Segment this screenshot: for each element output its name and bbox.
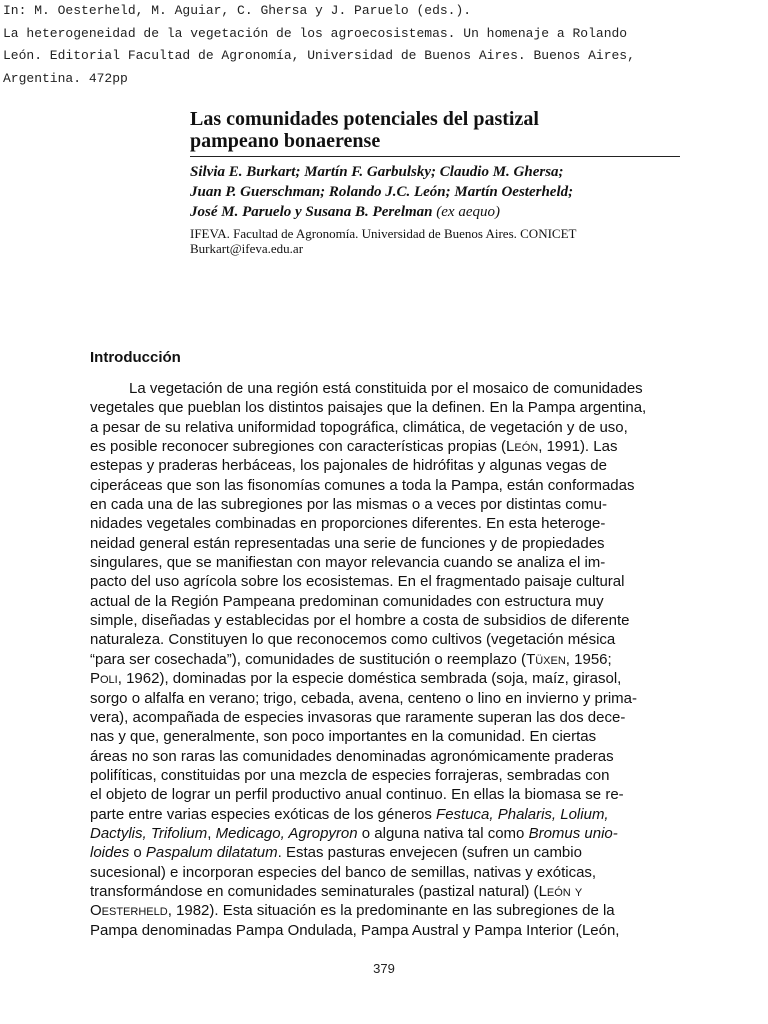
text-segment: “para ser cosechada”), comunidades de sustitución o reemplazo ( xyxy=(90,650,527,668)
text-line xyxy=(90,747,680,766)
text-line xyxy=(90,437,680,456)
citation-line: León. Editorial Facultad de Agronomía, Universidad de Buenos Aires. Buenos Aires, xyxy=(3,48,635,63)
text-segment: pacto del uso agrícola sobre los ecosistemas. En el fragmentado paisaje cultural xyxy=(90,573,625,591)
text-segment xyxy=(90,669,621,688)
text-line xyxy=(90,901,680,920)
taxon-names: Dactylis, Trifolium xyxy=(90,824,208,842)
author-line xyxy=(190,202,680,222)
page-number: 379 xyxy=(373,961,395,976)
text-line xyxy=(90,379,680,398)
text-segment: es posible reconocer subregiones con características propias ( xyxy=(90,438,507,456)
text-segment xyxy=(90,805,609,824)
taxon-names: loides xyxy=(90,844,130,862)
citation-line: Argentina. 472pp xyxy=(3,70,128,86)
text-line xyxy=(90,727,680,746)
body-paragraph xyxy=(90,379,680,940)
title-line: Las comunidades potenciales del pastizal xyxy=(190,108,539,130)
text-segment: en cada una de las subregiones por las mismas o a veces por distintas comu- xyxy=(90,496,607,514)
text-line xyxy=(90,592,680,611)
text-segment: o xyxy=(129,844,146,862)
text-line xyxy=(90,476,680,495)
text-line xyxy=(90,805,680,824)
citation-author: Oesterheld xyxy=(90,902,168,920)
text-segment: vera), acompañada de especies invasoras que raramente superan las dos dece- xyxy=(90,708,626,726)
text-line xyxy=(90,708,680,727)
text-line xyxy=(90,882,680,901)
text-segment: , 1982). Esta situación es la predominante en las subregiones de la xyxy=(167,902,615,920)
citation-line: La heterogeneidad de la vegetación de los agroecosistemas. Un homenaje a Rolando xyxy=(3,25,628,41)
text-line xyxy=(90,689,680,708)
taxon-names: Bromus unio- xyxy=(528,824,618,842)
text-segment: naturaleza. Constituyen lo que reconocemos como cultivos (vegetación mésica xyxy=(90,631,616,649)
author-line: Juan P. Guerschman; Rolando J.C. León; Martín Oesterheld; xyxy=(190,184,574,200)
author-line: Silvia E. Burkart; Martín F. Garbulsky; Claudio M. Ghersa; xyxy=(190,164,564,180)
affiliation-block xyxy=(190,226,680,256)
text-segment: áreas no son raras las comunidades denominadas agronómicamente praderas xyxy=(90,747,614,765)
text-segment: parte entre varias especies exóticas de los géneros xyxy=(90,805,437,823)
text-segment: actual de la Región Pampeana predominan comunidades con estructura muy xyxy=(90,592,604,610)
text-segment: , 1956; xyxy=(565,650,612,668)
text-line xyxy=(90,398,680,417)
text-segment xyxy=(90,843,582,862)
citation-header xyxy=(3,0,768,90)
author-names: José M. Paruelo y Susana B. Perelman xyxy=(190,204,433,220)
text-segment: neidad general están representadas una serie de funciones y de propiedades xyxy=(90,534,605,552)
text-line xyxy=(90,456,680,475)
text-segment: ciperáceas que son las fisonomías comunes a toda la Pampa, están conformadas xyxy=(90,476,635,494)
article-title xyxy=(190,108,680,157)
author-list xyxy=(190,162,680,222)
taxon-names: Festuca, Phalaris, Lolium, xyxy=(436,805,609,823)
text-segment: el objeto de lograr un perfil productivo anual continuo. En ellas la biomasa se re- xyxy=(90,786,624,804)
text-line xyxy=(90,418,680,437)
author-note: (ex aequo) xyxy=(436,204,500,220)
text-segment: vegetales que pueblan los distintos paisajes que la definen. En la Pampa argentina, xyxy=(90,399,647,417)
text-segment: transformándose en comunidades seminaturales (pastizal natural) ( xyxy=(90,882,539,900)
text-segment xyxy=(90,824,618,843)
text-segment: singulares, que se manifiestan con mayor relevancia cuando se analiza el im- xyxy=(90,554,606,572)
text-segment: , 1991). Las xyxy=(538,438,618,456)
text-line xyxy=(90,534,680,553)
text-line xyxy=(90,650,680,669)
section-heading: Introducción xyxy=(90,349,181,366)
text-line xyxy=(90,863,680,882)
text-line xyxy=(90,785,680,804)
text-segment xyxy=(90,901,615,920)
text-segment: nidades vegetales combinadas en proporciones diferentes. En esta heteroge- xyxy=(90,515,606,533)
text-segment: La vegetación de una región está constituida por el mosaico de comunidades xyxy=(129,380,643,397)
citation-author: Poli xyxy=(90,670,118,688)
text-line xyxy=(90,766,680,785)
text-line xyxy=(90,630,680,649)
text-line xyxy=(90,611,680,630)
text-segment: sorgo o alfalfa en verano; trigo, cebada, avena, centeno o lino en invierno y prima- xyxy=(90,689,638,707)
text-line xyxy=(90,843,680,862)
title-line: pampeano bonaerense xyxy=(190,130,381,152)
citation-line: In: M. Oesterheld, M. Aguiar, C. Ghersa y J. Paruelo (eds.). xyxy=(3,3,472,18)
text-line xyxy=(90,553,680,572)
affiliation: IFEVA. Facultad de Agronomía. Universidad de Buenos Aires. CONICET xyxy=(190,226,577,241)
text-line xyxy=(90,572,680,591)
text-segment: . Estas pasturas envejecen (sufren un cambio xyxy=(277,844,582,862)
taxon-names: Paspalum dilatatum xyxy=(145,844,278,862)
author-email: Burkart@ifeva.edu.ar xyxy=(190,241,304,256)
text-line xyxy=(90,669,680,688)
text-segment: estepas y praderas herbáceas, los pajonales de hidrófitas y algunas vegas de xyxy=(90,457,607,475)
text-line xyxy=(90,495,680,514)
article-header xyxy=(190,108,680,256)
taxon-names: Medicago, Agropyron xyxy=(215,824,358,842)
text-segment: , xyxy=(207,824,216,842)
text-segment xyxy=(90,437,617,456)
text-segment xyxy=(90,882,582,901)
text-segment: nas y que, generalmente, son poco importantes en la comunidad. En ciertas xyxy=(90,728,597,746)
citation-author: Tüxen xyxy=(526,650,566,668)
text-line xyxy=(90,514,680,533)
text-segment: o alguna nativa tal como xyxy=(357,824,529,842)
citation-author: León y xyxy=(538,882,583,900)
text-segment: polifíticas, constituidas por una mezcla de especies forrajeras, sembradas con xyxy=(90,766,610,784)
citation-author: León xyxy=(506,438,539,456)
text-segment xyxy=(90,650,612,669)
text-segment: Pampa denominadas Pampa Ondulada, Pampa Austral y Pampa Interior (León, xyxy=(90,921,620,939)
text-segment: , 1962), dominadas por la especie doméstica sembrada (soja, maíz, girasol, xyxy=(117,670,622,688)
text-segment: sucesional) e incorporan especies del banco de semillas, nativas y exóticas, xyxy=(90,863,597,881)
text-line xyxy=(90,921,680,940)
text-segment: simple, diseñadas y establecidas por el hombre a costa de subsidios de diferente xyxy=(90,612,630,630)
text-line xyxy=(90,824,680,843)
text-segment: a pesar de su relativa uniformidad topográfica, climática, de vegetación y de uso, xyxy=(90,418,628,436)
